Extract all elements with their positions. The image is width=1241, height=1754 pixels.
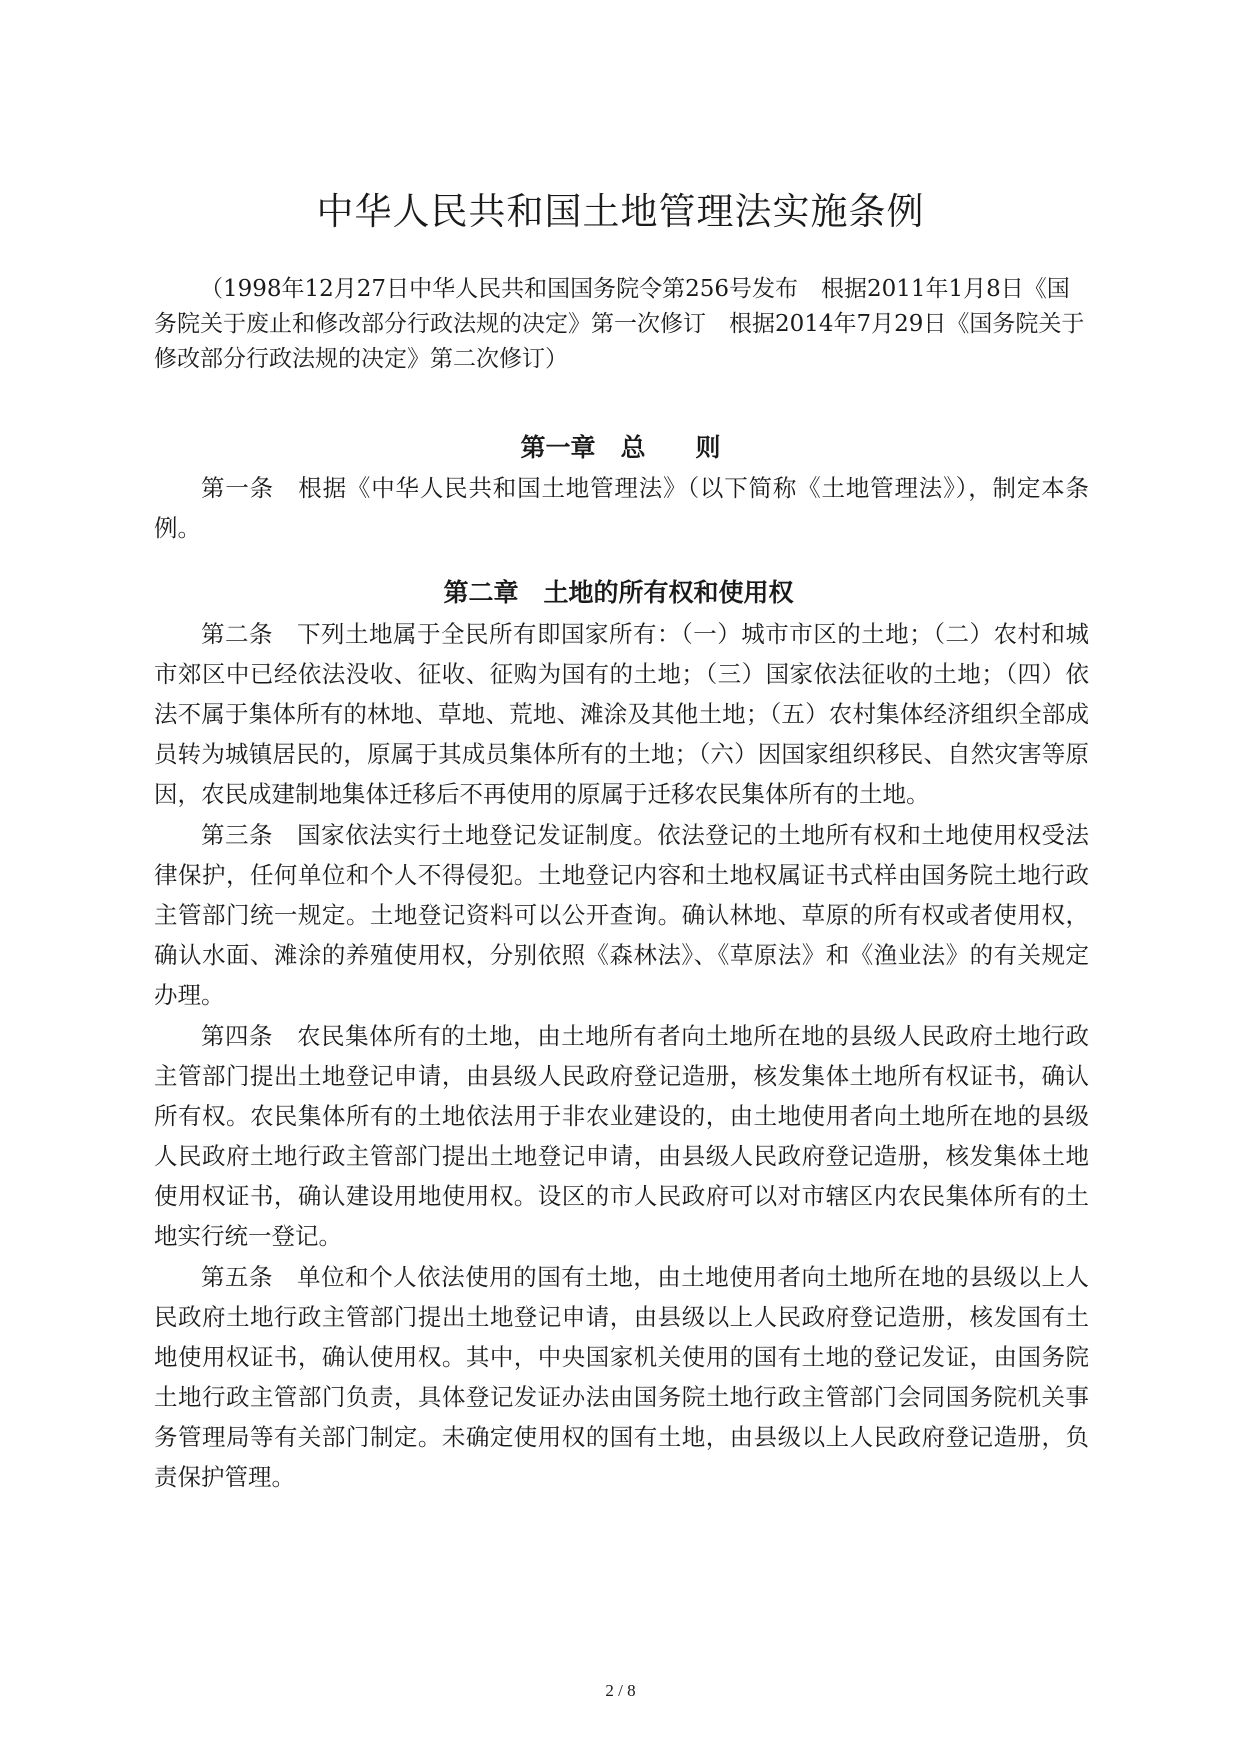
article-1: 第一条 根据《中华人民共和国土地管理法》（以下简称《土地管理法》），制定本条例。 xyxy=(154,474,1089,542)
chapter-2-body xyxy=(154,614,1089,1498)
article-3: 第三条 国家依法实行土地登记发证制度。依法登记的土地所有权和土地使用权受法律保护，任何单位和个人不得侵犯。土地登记内容和土地权属证书式样由国务院土地行政主管部门统一规定。土地登记资料可以公开查询。确认林地、草原的所有权或者使用权，确认水面、滩涂的养殖使用权，分别依照《森林法》、《草原法》和《渔业法》的有关规定办理。 xyxy=(154,821,1089,1009)
revision-history: （1998年12月27日中华人民共和国国务院令第256号发布 根据2011年1月8日《国务院关于废止和修改部分行政法规的决定》第一次修订 根据2014年7月29日《国务院关于修改部分行政法规的决定》第二次修订） xyxy=(154,276,1085,372)
document-title: 中华人民共和国土地管理法实施条例 xyxy=(316,190,925,233)
chapter-heading-2: 第二章 土地的所有权和使用权 xyxy=(443,578,794,607)
chapter-1-body xyxy=(154,468,1089,549)
page-number: 2 / 8 xyxy=(605,1681,636,1700)
chapter-heading-1: 第一章 总 则 xyxy=(520,433,721,462)
article-5: 第五条 单位和个人依法使用的国有土地，由土地使用者向土地所在地的县级以上人民政府土地行政主管部门提出土地登记申请，由县级以上人民政府登记造册，核发国有土地使用权证书，确认使用权。其中，中央国家机关使用的国有土地的登记发证，由国务院土地行政主管部门负责，具体登记发证办法由国务院土地行政主管部门会同国务院机关事务管理局等有关部门制定。未确定使用权的国有土地，由县级以上人民政府登记造册，负责保护管理。 xyxy=(154,1263,1089,1491)
article-4: 第四条 农民集体所有的土地，由土地所有者向土地所在地的县级人民政府土地行政主管部门提出土地登记申请，由县级人民政府登记造册，核发集体土地所有权证书，确认所有权。农民集体所有的土地依法用于非农业建设的，由土地使用者向土地所在地的县级人民政府土地行政主管部门提出土地登记申请，由县级人民政府登记造册，核发集体土地使用权证书，确认建设用地使用权。设区的市人民政府可以对市辖区内农民集体所有的土地实行统一登记。 xyxy=(154,1022,1089,1250)
article-2: 第二条 下列土地属于全民所有即国家所有：（一）城市市区的土地；（二）农村和城市郊区中已经依法没收、征收、征购为国有的土地；（三）国家依法征收的土地；（四）依法不属于集体所有的林地、草地、荒地、滩涂及其他土地；（五）农村集体经济组织全部成员转为城镇居民的，原属于其成员集体所有的土地；（六）因国家组织移民、自然灾害等原因，农民成建制地集体迁移后不再使用的原属于迁移农民集体所有的土地。 xyxy=(154,620,1089,808)
